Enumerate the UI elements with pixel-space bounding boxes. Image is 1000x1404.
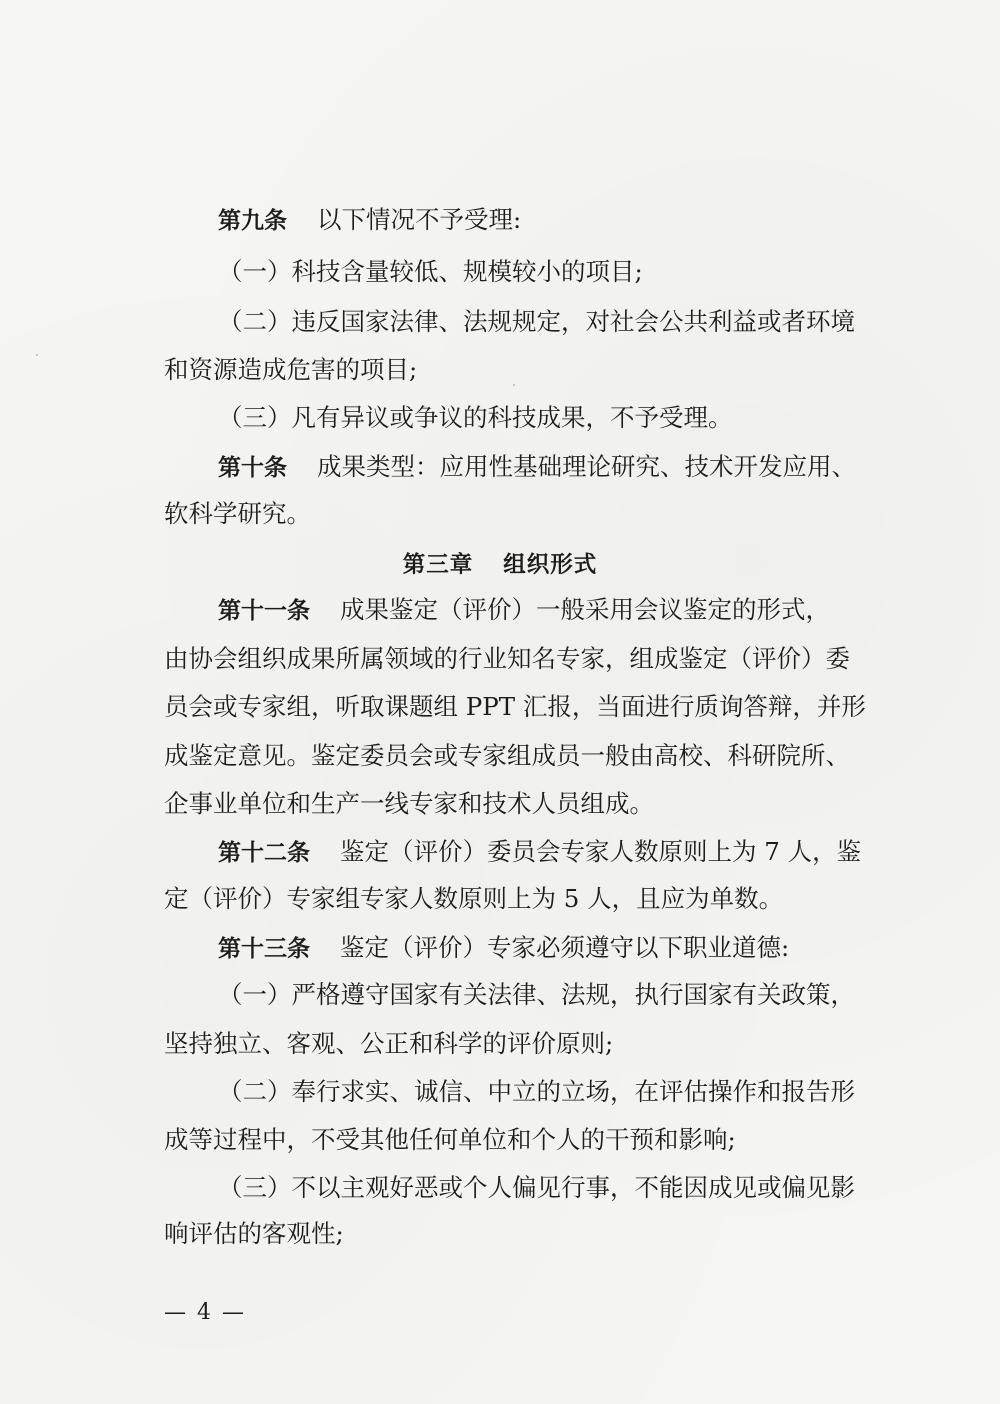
article-11-line-3: 员会或专家组，听取课题组 PPT 汇报，当面进行质询答辩，并形 (164, 692, 866, 721)
article-9-item-2-line-2: 和资源造成危害的项目; (164, 355, 418, 384)
article-13-item-1-line-2: 坚持独立、客观、公正和科学的评价原则; (164, 1029, 614, 1058)
article-13-text: 鉴定（评价）专家必须遵守以下职业道德: (340, 933, 790, 962)
article-12-line-1 (0, 830, 1000, 874)
article-13-label: 第十三条 (218, 936, 310, 962)
article-9-label: 第九条 (218, 208, 287, 234)
article-9-intro (0, 198, 1000, 242)
article-9-item-3: （三）凡有异议或争议的科技成果，不予受理。 (218, 403, 733, 432)
article-13-item-1-line-1: （一）严格遵守国家有关法律、法规，执行国家有关政策， (218, 980, 855, 1009)
article-12-label: 第十二条 (218, 840, 310, 866)
scan-speck (36, 354, 38, 356)
article-13-intro (0, 926, 1000, 970)
article-11-text: 成果鉴定（评价）一般采用会议鉴定的形式， (340, 595, 830, 624)
article-10-text: 成果类型：应用性基础理论研究、技术开发应用、 (317, 452, 856, 481)
article-10-line-1 (0, 445, 1000, 489)
article-10-line-2: 软科学研究。 (164, 499, 311, 528)
article-11-line-4: 成鉴定意见。鉴定委员会或专家组成员一般由高校、科研院所、 (164, 741, 850, 770)
article-11-line-5: 企事业单位和生产一线专家和技术人员组成。 (164, 789, 654, 818)
article-9-item-1: （一）科技含量较低、规模较小的项目; (218, 257, 643, 286)
article-13-item-3-line-2: 响评估的客观性; (164, 1219, 344, 1248)
article-9-text: 以下情况不予受理: (317, 205, 522, 234)
chapter-title: 组织形式 (503, 552, 598, 578)
article-9-item-2-line-1: （二）违反国家法律、法规规定，对社会公共利益或者环境 (218, 307, 855, 336)
article-12-line-2: 定（评价）专家组专家人数原则上为 5 人，且应为单数。 (164, 884, 784, 913)
article-11-line-2: 由协会组织成果所属领域的行业知名专家，组成鉴定（评价）委 (164, 644, 850, 673)
page-number: — 4 — (164, 1300, 246, 1325)
article-13-item-3-line-1: （三）不以主观好恶或个人偏见行事，不能因成见或偏见影 (218, 1173, 855, 1202)
article-13-item-2-line-1: （二）奉行求实、诚信、中立的立场，在评估操作和报告形 (218, 1077, 855, 1106)
article-13-item-2-line-2: 成等过程中，不受其他任何单位和个人的干预和影响; (164, 1125, 736, 1154)
chapter-number: 第三章 (402, 552, 474, 578)
scan-speck (513, 384, 515, 386)
article-11-line-1 (0, 588, 1000, 632)
chapter-heading (0, 543, 1000, 587)
article-12-text: 鉴定（评价）委员会专家人数原则上为 7 人，鉴 (340, 837, 862, 866)
article-10-label: 第十条 (218, 455, 287, 481)
article-11-label: 第十一条 (218, 598, 310, 624)
